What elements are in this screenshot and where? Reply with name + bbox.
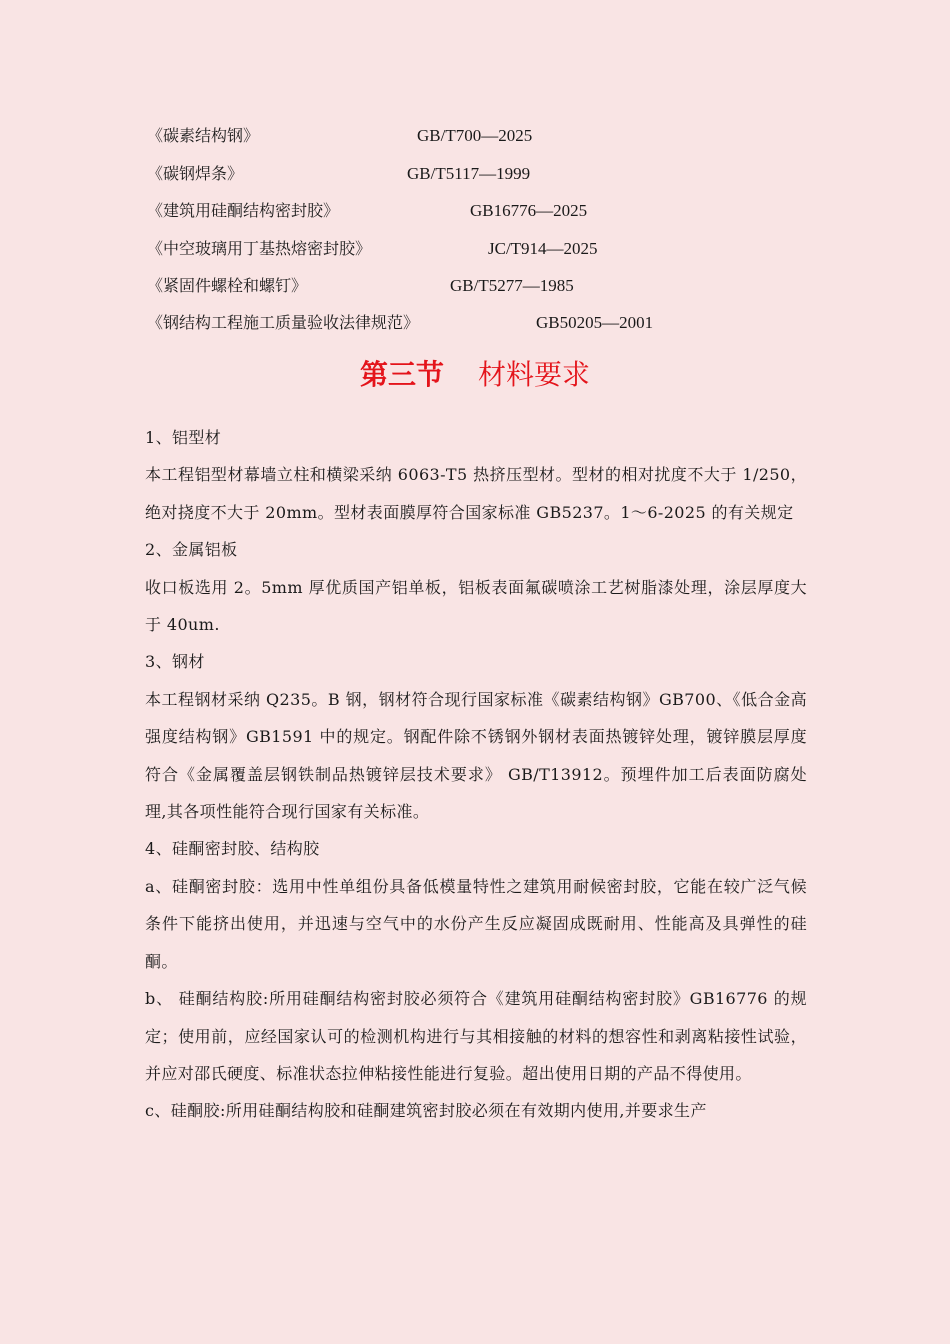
subheading: 1、铝型材: [145, 428, 222, 447]
standard-row: [147, 162, 531, 186]
standard-row: [147, 124, 533, 148]
standard-row: [147, 237, 598, 261]
standard-row: [147, 274, 574, 298]
standard-name: 《碳素结构钢》: [147, 126, 260, 145]
standard-row: [147, 199, 588, 223]
paragraph: b、 硅酮结构胶:所用硅酮结构密封胶必须符合《建筑用硅酮结构密封胶》GB16776 的规定；使用前，应经国家认可的检测机构进行与其相接触的材料的想容性和剥离粘接性试验，并应对邵氏硬度、标准状态拉伸粘接性能进行复验。超出使用日期的产品不得使用。: [145, 989, 807, 1083]
paragraph: 本工程铝型材幕墙立柱和横梁采纳 6063-T5 热挤压型材。型材的相对扰度不大于 1/250，绝对挠度不大于 20mm。型材表面膜厚符合国家标准 GB5237。1～6-2025 的有关规定: [145, 465, 807, 522]
standard-code: JC/T914—2025: [488, 239, 598, 258]
subheading: 4、硅酮密封胶、结构胶: [145, 839, 320, 859]
standard-name: 《中空玻璃用丁基热熔密封胶》: [147, 239, 372, 258]
standard-name: 《紧固件螺栓和螺钉》: [147, 276, 308, 295]
section-title: [0, 355, 950, 395]
standard-code: GB50205—2001: [536, 313, 654, 332]
paragraph: 收口板选用 2。5mm 厚优质国产铝单板，铝板表面氟碳喷涂工艺树脂漆处理，涂层厚度大于 40um.: [145, 577, 807, 635]
paragraph: c、硅酮胶:所用硅酮结构胶和硅酮建筑密封胶必须在有效期内使用,并要求生产: [145, 1101, 707, 1121]
standard-name: 《碳钢焊条》: [147, 164, 244, 183]
standard-code: GB/T5117—1999: [407, 164, 531, 183]
paragraph: a、硅酮密封胶：选用中性单组份具备低模量特性之建筑用耐候密封胶，它能在较广泛气候条件下能挤出使用，并迅速与空气中的水份产生反应凝固成既耐用、性能高及具弹性的硅酮。: [145, 876, 807, 971]
subheading: 2、金属铝板: [145, 540, 238, 560]
standard-code: GB/T700—2025: [417, 126, 533, 145]
standard-code: GB16776—2025: [470, 201, 588, 220]
section-name: 材料要求: [478, 358, 591, 391]
body-text: [145, 419, 807, 1130]
standard-name: 《钢结构工程施工质量验收法律规范》: [147, 313, 420, 332]
section-number: 第三节: [359, 358, 444, 391]
standard-row: [147, 311, 654, 335]
standard-code: GB/T5277—1985: [450, 276, 574, 295]
standard-name: 《建筑用硅酮结构密封胶》: [147, 201, 340, 220]
subheading: 3、钢材: [145, 652, 205, 672]
paragraph: 本工程钢材采纳 Q235。B 钢，钢材符合现行国家标准《碳素结构钢》GB700、《低合金高强度结构钢》GB1591 中的规定。钢配件除不锈钢外钢材表面热镀锌处理，镀锌膜层厚度符合《金属覆盖层钢铁制品热镀锌层技术要求》 GB/T13912。预埋件加工后表面防腐处理,其各项性能符合现行国家有关标准。: [145, 689, 807, 822]
